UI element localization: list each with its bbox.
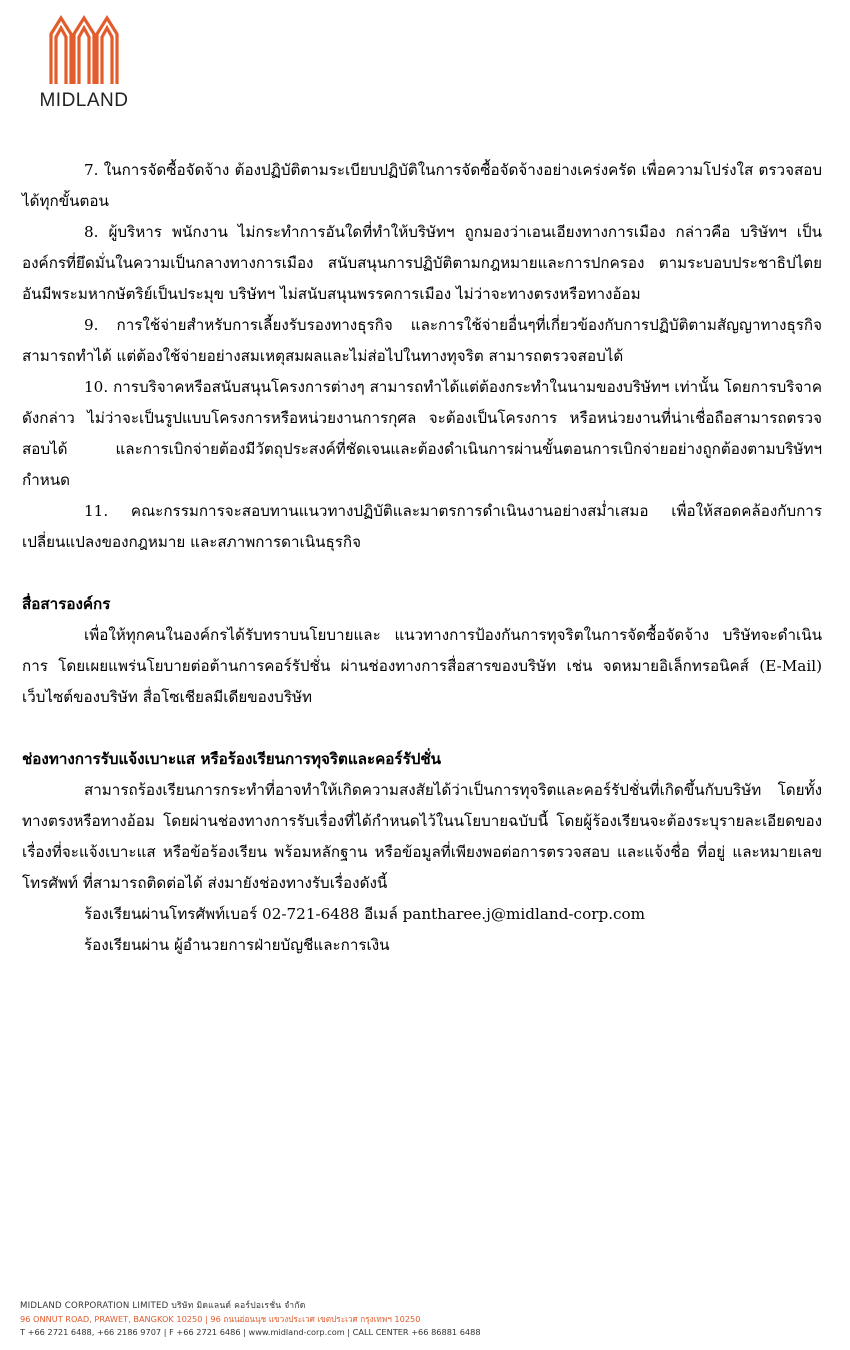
- footer-company: MIDLAND CORPORATION LIMITED บริษัท มิดแลนด์ คอร์ปอเรชั่น จำกัด: [20, 1301, 306, 1311]
- document-body: [22, 155, 822, 961]
- policy-item-9: 9. การใช้จ่ายสำหรับการเลี้ยงรับรองทางธุรกิจ และการใช้จ่ายอื่นๆที่เกี่ยวข้องกับการปฏิบัติตามสัญญาทางธุรกิจสามารถทำได้ แต่ต้องใช้จ่ายอย่างสมเหตุสมผลและไม่ส่อไปในทางทุจริต สามารถตรวจสอบได้: [22, 316, 822, 365]
- communication-heading: สื่อสารองค์กร: [22, 595, 111, 613]
- policy-item-8: 8. ผู้บริหาร พนักงาน ไม่กระทำการอันใดที่ทำให้บริษัทฯ ถูกมองว่าเอนเอียงทางการเมือง กล่าวคือ บริษัทฯ เป็นองค์กรที่ยึดมั่นในความเป็นกลางทางการเมือง สนับสนุนการปฏิบัติตามกฎหมายและการปกครอง ตามระบอบประชาธิปไตยอันมีพระมหากษัตริย์เป็นประมุข บริษัทฯ ไม่สนับสนุนพรรคการเมือง ไม่ว่าจะทางตรงหรือทางอ้อม: [22, 223, 822, 303]
- policy-item-10: 10. การบริจาคหรือสนับสนุนโครงการต่างๆ สามารถทำได้แต่ต้องกระทำในนามของบริษัทฯ เท่านั้น โดยการบริจาคดังกล่าว ไม่ว่าจะเป็นรูปแบบโครงการหรือหน่วยงานการกุศล จะต้องเป็นโครงการ หรือหน่วยงานที่น่าเชื่อถือสามารถตรวจสอบได้ และการเบิกจ่ายต้องมีวัตถุประสงค์ที่ชัดเจนและต้องดำเนินการผ่านขั้นตอนการเบิกจ่ายอย่างถูกต้องตามบริษัทฯ กำหนด: [22, 378, 822, 489]
- policy-item-7: 7. ในการจัดซื้อจัดจ้าง ต้องปฏิบัติตามระเบียบปฏิบัติในการจัดซื้อจัดจ้างอย่างเคร่งครัด เพื่อความโปร่งใส ตรวจสอบได้ทุกขั้นตอน: [22, 161, 822, 210]
- section-spacer: [22, 713, 822, 744]
- contact-phone-email: ร้องเรียนผ่านโทรศัพท์เบอร์ 02-721-6488 อีเมล์ pantharee.j@midland-corp.com: [84, 905, 646, 923]
- section-spacer: [22, 558, 822, 589]
- whistleblow-text: สามารถร้องเรียนการกระทำที่อาจทำให้เกิดความสงสัยได้ว่าเป็นการทุจริตและคอร์รัปชั่นที่เกิดขึ้นกับบริษัท โดยทั้งทางตรงหรือทางอ้อม โดยผ่านช่องทางการรับเรื่องที่ได้กำหนดไว้ในนโยบายฉบับนี้ โดยผู้ร้องเรียนจะต้องระบุรายละเอียดของเรื่องที่จะแจ้งเบาะแส หรือข้อร้องเรียน พร้อมหลักฐาน หรือข้อมูลที่เพียงพอต่อการตรวจสอบ และแจ้งชื่อ ที่อยู่ และหมายเลขโทรศัพท์ ที่สามารถติดต่อได้ ส่งมายังช่องทางรับเรื่องดังนี้: [22, 781, 822, 892]
- page-footer: [20, 1300, 840, 1339]
- footer-contact: T +66 2721 6488, +66 2186 9707 | F +66 2721 6486 | www.midland-corp.com | CALL CENTER +66 86881 6488: [20, 1327, 481, 1337]
- logo-wordmark: MIDLAND: [39, 90, 129, 111]
- contact-person: ร้องเรียนผ่าน ผู้อำนวยการฝ่ายบัญชีและการเงิน: [84, 936, 390, 954]
- whistleblow-heading: ช่องทางการรับแจ้งเบาะแส หรือร้องเรียนการทุจริตและคอร์รัปชั่น: [22, 750, 442, 768]
- communication-text: เพื่อให้ทุกคนในองค์กรได้รับทราบนโยบายและ แนวทางการป้องกันการทุจริตในการจัดซื้อจัดจ้าง บริษัทจะดำเนินการ โดยเผยแพร่นโยบายต่อต้านการคอร์รัปชั่น ผ่านช่องทางการสื่อสารของบริษัท เช่น จดหมายอิเล็กทรอนิคส์ (E-Mail) เว็บไซต์ของบริษัท สื่อโซเชียลมีเดียของบริษัท: [22, 626, 822, 706]
- midland-logo: [34, 14, 134, 114]
- building-arches-icon: [48, 14, 120, 86]
- footer-address: 96 ONNUT ROAD, PRAWET, BANGKOK 10250 | 96 ถนนอ่อนนุช แขวงประเวศ เขตประเวศ กรุงเทพฯ 10250: [20, 1314, 421, 1324]
- policy-item-11: 11. คณะกรรมการจะสอบทานแนวทางปฏิบัติและมาตรการดำเนินงานอย่างสม่ำเสมอ เพื่อให้สอดคล้องกับการเปลี่ยนแปลงของกฎหมาย และสภาพการดาเนินธุรกิจ: [22, 502, 822, 551]
